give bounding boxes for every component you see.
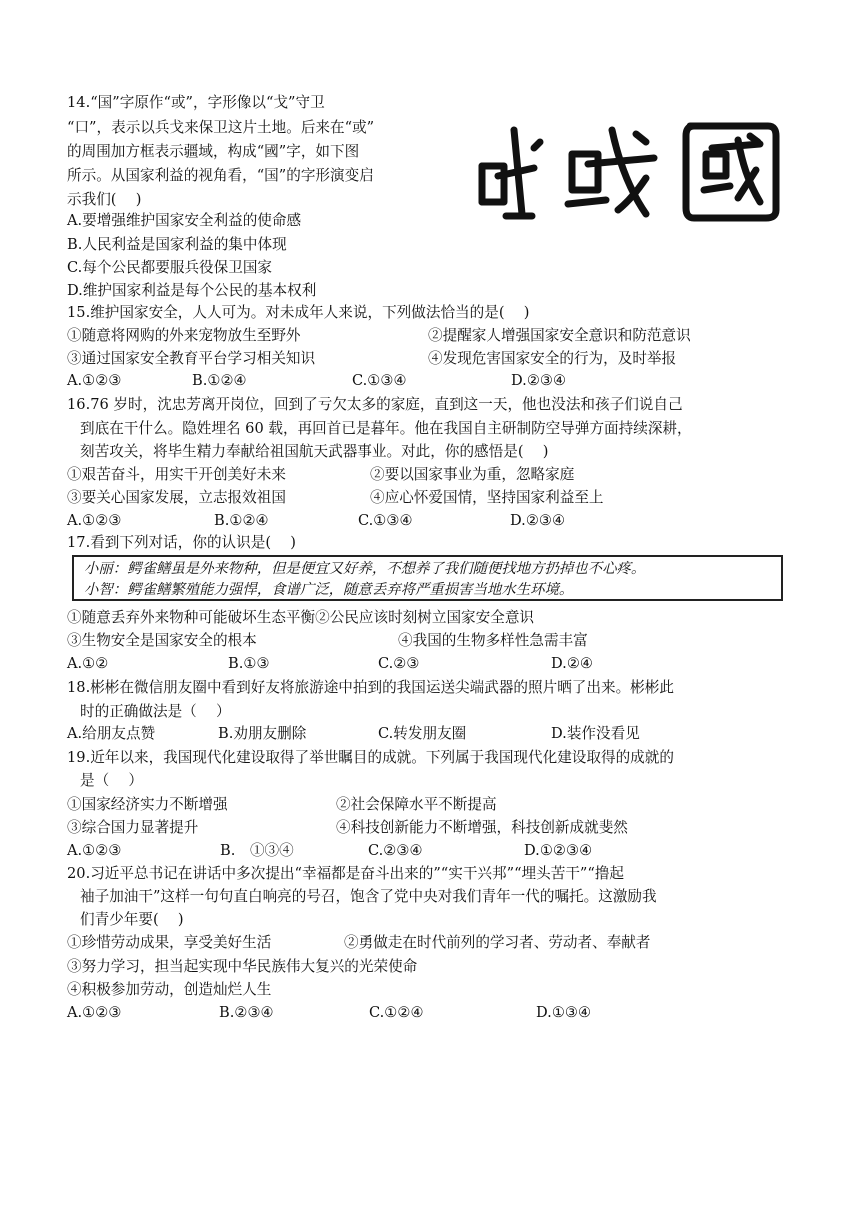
q18-stem-line: 18.彬彬在微信朋友圈中看到好友将旅游途中拍到的我国运送尖端武器的照片晒了出来。彬彬此 <box>67 679 674 696</box>
ancient-glyph-guo <box>686 126 776 218</box>
q17-item-4: ④我国的生物多样性急需丰富 <box>398 632 588 649</box>
q17-item-3: ③生物安全是国家安全的根本 <box>67 632 257 649</box>
q15-item-1: ①随意将网购的外来宠物放生至野外 <box>67 327 301 344</box>
character-evolution-illustration <box>468 118 788 222</box>
q17-item-1-2: ①随意丢弃外来物种可能破坏生态平衡②公民应该时刻树立国家安全意识 <box>67 609 535 626</box>
q17-stem: 17.看到下列对话，你的认识是( ) <box>67 534 296 551</box>
q15-option-c: C.①③④ <box>352 372 407 389</box>
q14-option-c: C.每个公民都要服兵役保卫国家 <box>67 259 273 276</box>
q20-item-2: ②勇做走在时代前列的学习者、劳动者、奉献者 <box>344 934 651 951</box>
q19-item-3: ③综合国力显著提升 <box>67 819 199 836</box>
q20-stem-line: 们青少年要( ) <box>80 911 184 928</box>
q15-option-a: A.①②③ <box>67 372 122 389</box>
q14-option-d: D.维护国家利益是每个公民的基本权利 <box>67 282 317 299</box>
q20-stem-line: 20.习近平总书记在讲话中多次提出“幸福都是奋斗出来的”“实干兴邦”“埋头苦干”“撸起 <box>67 865 625 882</box>
q15-item-3: ③通过国家安全教育平台学习相关知识 <box>67 350 316 367</box>
q20-option-d: D.①③④ <box>536 1004 592 1021</box>
q17-option-b: B.①③ <box>228 655 270 672</box>
q16-stem-line: 16.76 岁时，沈忠芳离开岗位，回到了亏欠太多的家庭，直到这一天，他也没法和孩子们说自己 <box>67 396 683 413</box>
q19-option-b: B. ①③④ <box>220 842 294 859</box>
q16-item-2: ②要以国家事业为重，忽略家庭 <box>370 466 575 483</box>
q14-option-a: A.要增强维护国家安全利益的使命感 <box>67 212 302 229</box>
q15-option-b: B.①②④ <box>192 372 247 389</box>
q19-item-4: ④科技创新能力不断增强，科技创新成就斐然 <box>336 819 628 836</box>
q14-stem-line: “口”，表示以兵戈来保卫这片土地。后来在“或” <box>67 119 375 136</box>
q14-stem-line: 14.“国”字原作“或”，字形像以“戈”守卫 <box>67 94 325 111</box>
q19-item-2: ②社会保障水平不断提高 <box>336 796 497 813</box>
q15-item-4: ④发现危害国家安全的行为，及时举报 <box>428 350 677 367</box>
q20-stem-line: 袖子加油干”这样一句句直白响亮的号召，饱含了党中央对我们青年一代的嘱托。这激励我 <box>80 888 657 905</box>
q19-item-1: ①国家经济实力不断增强 <box>67 796 228 813</box>
q16-option-c: C.①③④ <box>358 512 413 529</box>
q18-option-c: C.转发朋友圈 <box>378 725 467 742</box>
q16-stem-line: 到底在干什么。隐姓埋名 60 载，再回首已是暮年。他在我国自主研制防空导弹方面持续深耕， <box>80 420 692 437</box>
q20-item-3: ③努力学习，担当起实现中华民族伟大复兴的光荣使命 <box>67 958 418 975</box>
q19-stem-line: 是（ ） <box>80 772 144 789</box>
q16-item-4: ④应心怀爱国情，坚持国家利益至上 <box>370 489 604 506</box>
ancient-glyph-huo <box>568 130 654 214</box>
q16-item-3: ③要关心国家发展，立志报效祖国 <box>67 489 286 506</box>
q20-item-4: ④积极参加劳动，创造灿烂人生 <box>67 981 272 998</box>
q19-option-c: C.②③④ <box>368 842 423 859</box>
q19-stem-line: 19.近年以来，我国现代化建设取得了举世瞩目的成就。下列属于我国现代化建设取得的成就的 <box>67 749 674 766</box>
q16-option-d: D.②③④ <box>510 512 566 529</box>
q16-item-1: ①艰苦奋斗，用实干开创美好未来 <box>67 466 286 483</box>
q14-option-b: B.人民利益是国家利益的集中体现 <box>67 236 287 253</box>
q17-dialog-box <box>72 555 783 601</box>
q16-option-a: A.①②③ <box>67 512 122 529</box>
q14-stem-line: 示我们( ) <box>67 191 142 208</box>
q19-option-a: A.①②③ <box>67 842 122 859</box>
q15-item-2: ②提醒家人增强国家安全意识和防范意识 <box>428 327 691 344</box>
q17-dialog-xiaoli: 小丽：鳄雀鳝虽是外来物种，但是便宜又好养，不想养了我们随便找地方扔掉也不心疼。 <box>84 561 646 577</box>
q18-stem-line: 时的正确做法是（ ） <box>80 703 231 720</box>
ancient-glyph-ge-kou <box>482 130 540 216</box>
q17-dialog-xiaozhi: 小智：鳄雀鳝繁殖能力强悍，食谱广泛，随意丢弃将严重损害当地水生环境。 <box>84 582 574 598</box>
q15-option-d: D.②③④ <box>511 372 567 389</box>
q20-option-c: C.①②④ <box>369 1004 424 1021</box>
q17-option-c: C.②③ <box>378 655 420 672</box>
q20-item-1: ①珍惜劳动成果，享受美好生活 <box>67 934 272 951</box>
q17-option-d: D.②④ <box>551 655 593 672</box>
q15-stem: 15.维护国家安全，人人可为。对未成年人来说，下列做法恰当的是( ) <box>67 304 530 321</box>
q14-stem-line: 所示。从国家利益的视角看，“国”的字形演变启 <box>67 167 374 184</box>
q19-option-d: D.①②③④ <box>524 842 593 859</box>
q18-option-a: A.给朋友点赞 <box>67 725 156 742</box>
q20-option-a: A.①②③ <box>67 1004 122 1021</box>
q18-option-d: D.装作没看见 <box>551 725 640 742</box>
q16-stem-line: 刻苦攻关，将毕生精力奉献给祖国航天武器事业。对此，你的感悟是( ) <box>80 443 549 460</box>
q16-option-b: B.①②④ <box>214 512 269 529</box>
q17-option-a: A.①② <box>67 655 109 672</box>
q14-stem-line: 的周围加方框表示疆域，构成“國”字，如下图 <box>67 143 360 160</box>
q18-option-b: B.劝朋友删除 <box>218 725 307 742</box>
q20-option-b: B.②③④ <box>219 1004 274 1021</box>
